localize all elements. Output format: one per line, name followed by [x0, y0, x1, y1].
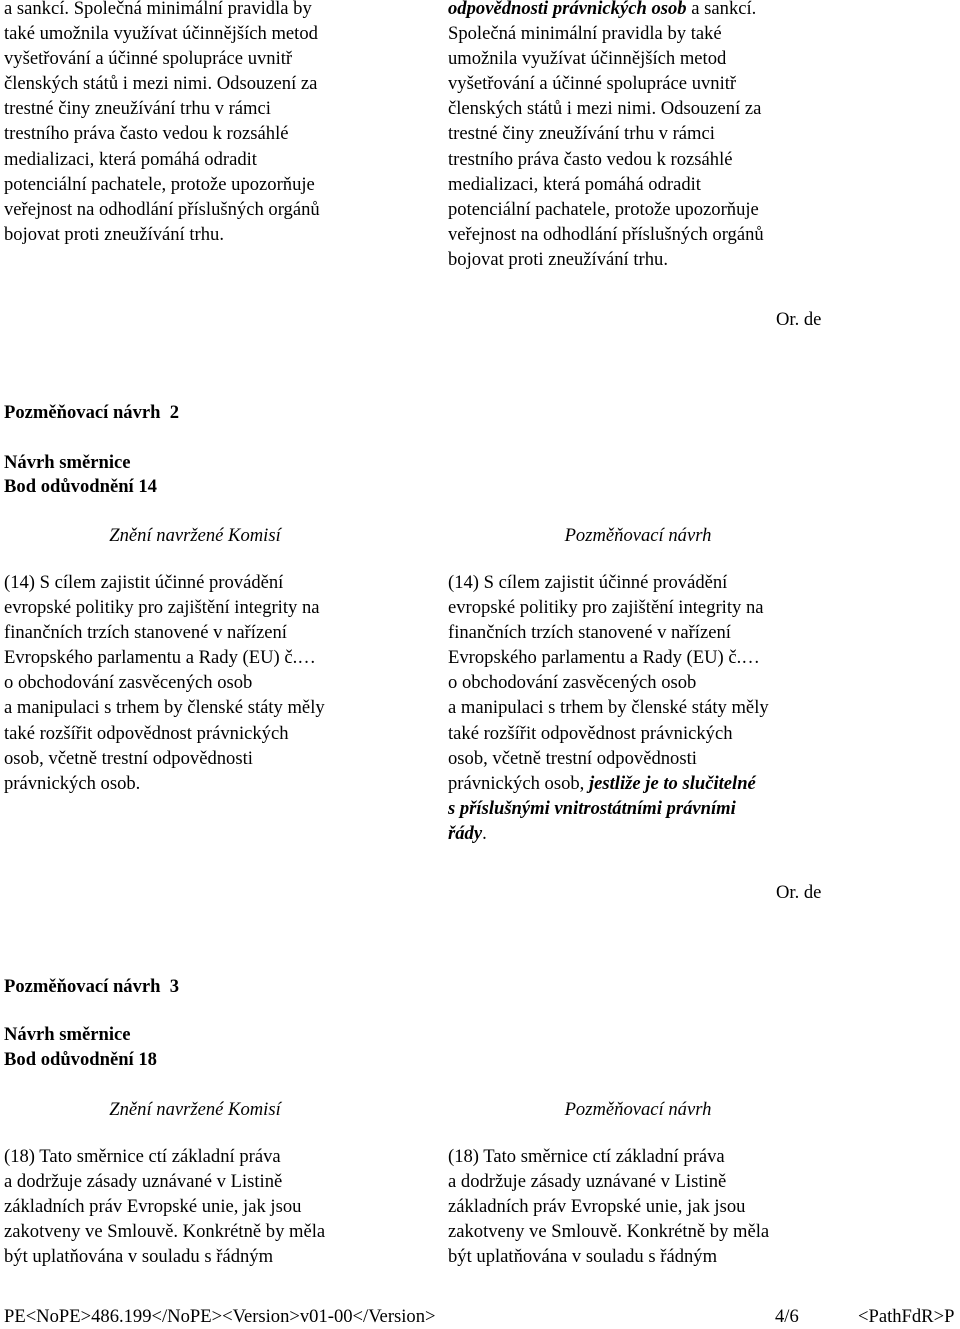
amendment-heading: Pozměňovací návrh [564, 1099, 712, 1120]
text-line [448, 0, 868, 21]
text-line: také umožnila využívat účinnějších metod [4, 23, 318, 45]
text-line: být uplatňována v souladu s řádným [4, 1246, 274, 1268]
footer-path-ref: <PathFdR>P [858, 1306, 955, 1327]
text-line: také rozšířit odpovědnost právnických [4, 722, 289, 744]
text-line: bojovat proti zneužívání trhu. [448, 248, 668, 270]
text-fragment: . [482, 822, 487, 844]
text-line: členských států i mezi nimi. Odsouzení za [4, 73, 318, 95]
recital-label: Bod odůvodnění 18 [4, 1049, 157, 1070]
text-line: veřejnost na odhodlání příslušných orgánů [4, 198, 320, 220]
text-line: také rozšířit odpovědnost právnických [448, 722, 733, 744]
text-line: Společná minimální pravidla by také [448, 23, 722, 45]
text-line: potenciální pachatele, protože upozorňuje [4, 173, 315, 195]
text-line [448, 821, 868, 846]
text-line: potenciální pachatele, protože upozorňuje [448, 198, 759, 220]
text-line: bojovat proti zneužívání trhu. [4, 223, 224, 245]
text-line: a manipulaci s trhem by členské státy měly [4, 697, 325, 719]
original-language-note: Or. de [776, 882, 822, 903]
text-line: vyšetřování a účinné spolupráce uvnitř [4, 48, 293, 70]
text-line: Evropského parlamentu a Rady (EU) č.… [448, 647, 760, 669]
text-line: (18) Tato směrnice ctí základní práva [4, 1146, 281, 1167]
text-line: osob, včetně trestní odpovědnosti [448, 747, 697, 769]
text-line: být uplatňována v souladu s řádným [448, 1246, 718, 1268]
text-line: o obchodování zasvěcených osob [448, 672, 697, 694]
text-line: evropské politiky pro zajištění integrity na [448, 597, 764, 619]
recital-label: Bod odůvodnění 14 [4, 476, 157, 497]
text-line: Evropského parlamentu a Rady (EU) č.… [4, 647, 316, 669]
text-line: (14) S cílem zajistit účinné provádění [4, 572, 284, 593]
amendment-text [448, 1144, 868, 1269]
text-line: veřejnost na odhodlání příslušných orgánů [448, 223, 764, 245]
text-line: finančních trzích stanovené v nařízení [4, 622, 287, 644]
text-line: a manipulaci s trhem by členské státy měly [448, 697, 769, 719]
text-line: základních práv Evropské unie, jak jsou [448, 1196, 746, 1218]
text-line: trestního práva často vedou k rozsáhlé [448, 148, 733, 170]
commission-text-heading: Znění navržené Komisí [109, 525, 281, 546]
text-line: zakotveny ve Smlouvě. Konkrétně by měla [448, 1221, 770, 1243]
text-line: a dodržuje zásady uznávané v Listině [4, 1171, 283, 1193]
amended-text: s příslušnými vnitrostátními právními [448, 797, 736, 819]
text-line: a sankcí. Společná minimální pravidla by [4, 0, 312, 19]
text-line: osob, včetně trestní odpovědnosti [4, 747, 253, 769]
text-line: (18) Tato směrnice ctí základní práva [448, 1146, 725, 1167]
original-language-note: Or. de [776, 309, 822, 330]
text-fragment: právnických osob, [448, 772, 589, 794]
proposal-label: Návrh směrnice [4, 1024, 131, 1045]
text-line: trestního práva často vedou k rozsáhlé [4, 123, 289, 145]
text-line [448, 771, 868, 796]
text-line: o obchodování zasvěcených osob [4, 672, 253, 694]
text-line: a dodržuje zásady uznávané v Listině [448, 1171, 727, 1193]
commission-text-heading: Znění navržené Komisí [109, 1099, 281, 1120]
text-line: zakotveny ve Smlouvě. Konkrétně by měla [4, 1221, 326, 1243]
footer-document-ref: PE<NoPE>486.199</NoPE><Version>v01-00</Version> [4, 1306, 436, 1327]
text-line: trestné činy zneužívání trhu v rámci [448, 123, 715, 145]
text-line: umožnila využívat účinnějších metod [448, 48, 727, 70]
commission-text [4, 570, 424, 796]
amendment-title: Pozměňovací návrh 3 [4, 976, 180, 997]
footer-page-number: 4/6 [775, 1306, 799, 1327]
amended-text: jestliže je to slučitelné [588, 772, 756, 794]
text-line: vyšetřování a účinné spolupráce uvnitř [448, 73, 737, 95]
amendment-title: Pozměňovací návrh 2 [4, 402, 180, 423]
text-line: (14) S cílem zajistit účinné provádění [448, 572, 728, 593]
text-fragment: a sankcí. [686, 0, 757, 19]
top-right-text [448, 0, 868, 272]
text-line: finančních trzích stanovené v nařízení [448, 622, 731, 644]
text-line: členských států i mezi nimi. Odsouzení za [448, 98, 762, 120]
amendment-text [448, 570, 868, 846]
text-line: medializaci, která pomáhá odradit [448, 173, 701, 195]
amended-text: odpovědnosti právnických osob [448, 0, 687, 19]
top-left-text [4, 0, 424, 247]
amended-text: řády [448, 822, 483, 844]
text-line: trestné činy zneužívání trhu v rámci [4, 98, 271, 120]
text-line: medializaci, která pomáhá odradit [4, 148, 257, 170]
commission-text [4, 1144, 424, 1269]
amendment-heading: Pozměňovací návrh [564, 525, 712, 546]
text-line: právnických osob. [4, 772, 141, 794]
text-line: základních práv Evropské unie, jak jsou [4, 1196, 302, 1218]
proposal-label: Návrh směrnice [4, 452, 131, 473]
text-line: evropské politiky pro zajištění integrity na [4, 597, 320, 619]
